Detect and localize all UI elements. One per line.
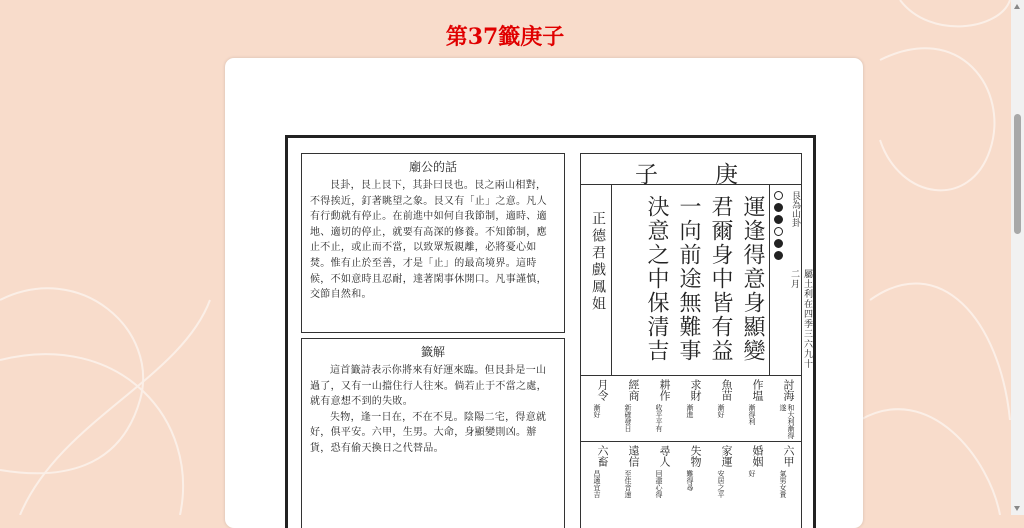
scroll-down-icon[interactable]: [1014, 506, 1020, 511]
category-cell: 耕作 收平平有: [655, 379, 671, 432]
poem-line-1: 運逢得意身顯變: [740, 195, 765, 363]
category-cell: 經商 新確發日: [624, 379, 640, 432]
yao-mark: [774, 227, 783, 236]
poem-panel: [580, 153, 812, 528]
yao-mark: [774, 239, 783, 248]
category-cell: 婚姻 好: [748, 445, 764, 477]
category-cell: 作塭 漸得利: [748, 379, 764, 425]
image-card: [225, 58, 863, 528]
category-row-1: [581, 375, 801, 439]
interpretation-text: 這首籤詩表示你將來有好運來臨。但艮卦是一山過了，又有一山擋住行人往來。倘若止于不當之處，就有意想不到的失敗。: [310, 365, 547, 408]
interpretation-heading: 籤解: [420, 345, 445, 359]
commentary-heading: 廟公的話: [408, 160, 457, 174]
gua-note: 屬土利在四季三六九十二月: [789, 269, 812, 369]
header-char-geng: 庚: [715, 162, 738, 188]
category-cell: 遠信 至佳音速: [624, 445, 640, 498]
commentary-panel: [301, 153, 565, 333]
category-row-2: [581, 441, 801, 522]
yao-mark: [774, 191, 783, 200]
category-cell: 家運 安居之平: [717, 445, 733, 498]
poem-line-4: 決意之中保清吉: [644, 195, 669, 363]
scrollbar-thumb[interactable]: [1014, 114, 1021, 234]
category-cell: 六畜 昌適宜吉: [593, 445, 609, 498]
interpretation-panel: [301, 338, 565, 528]
interpretation-text-2: 失物，逢一日在，不在不見。陰陽二宅，得意就好，俱平安。六甲，生男。大命，身顯變則凶。辦貨，恐有偷天換日之代替品。: [310, 411, 547, 454]
vertical-scrollbar[interactable]: [1011, 0, 1024, 515]
poem-area: [581, 185, 812, 375]
category-cell: 月令 漸好: [593, 379, 609, 418]
yao-mark: [774, 203, 783, 212]
category-cell: 求財 漸進: [686, 379, 702, 418]
commentary-text: 艮卦，艮上艮下，其卦曰艮也。艮之兩山相對，不得挨近，釘著眺望之象。艮又有「止」之意。凡人有行動就有停止。在前進中如何自我節制，適時、適地、適切的停止，就要有高深的修養。不知節制，應止不止，或止而不當，以致眾叛親離，必將憂心如焚。惟有止於至善，才是「止」的最高境界。這時候，不如意時且忍耐，達著閑事休開口。凡事謹慎，交節自然和。: [310, 180, 547, 301]
header-char-zi: 子: [635, 162, 658, 188]
category-cell: 失物 難得尋: [686, 445, 702, 491]
slip-header: [581, 154, 801, 188]
category-cell: 討海 和大利漸得遂: [779, 379, 795, 439]
scroll-up-icon[interactable]: [1014, 4, 1020, 9]
dedication: 正德君戲鳳姐: [590, 211, 606, 313]
yao-mark: [774, 215, 783, 224]
fortune-slip: [285, 135, 816, 528]
category-cell: 尋人 回盡心得: [655, 445, 671, 498]
poem-line-2: 君爾身中皆有益: [708, 195, 733, 363]
gua-name: 艮為山卦: [790, 191, 800, 227]
page-title: 第37籤庚子: [445, 24, 565, 50]
poem-line-3: 一向前途無難事: [676, 195, 701, 363]
category-cell: 六甲 氣男女貴: [779, 445, 795, 498]
yao-mark: [774, 251, 783, 260]
category-cell: 魚苗 漸好: [717, 379, 733, 418]
yao-lines: [774, 191, 786, 263]
